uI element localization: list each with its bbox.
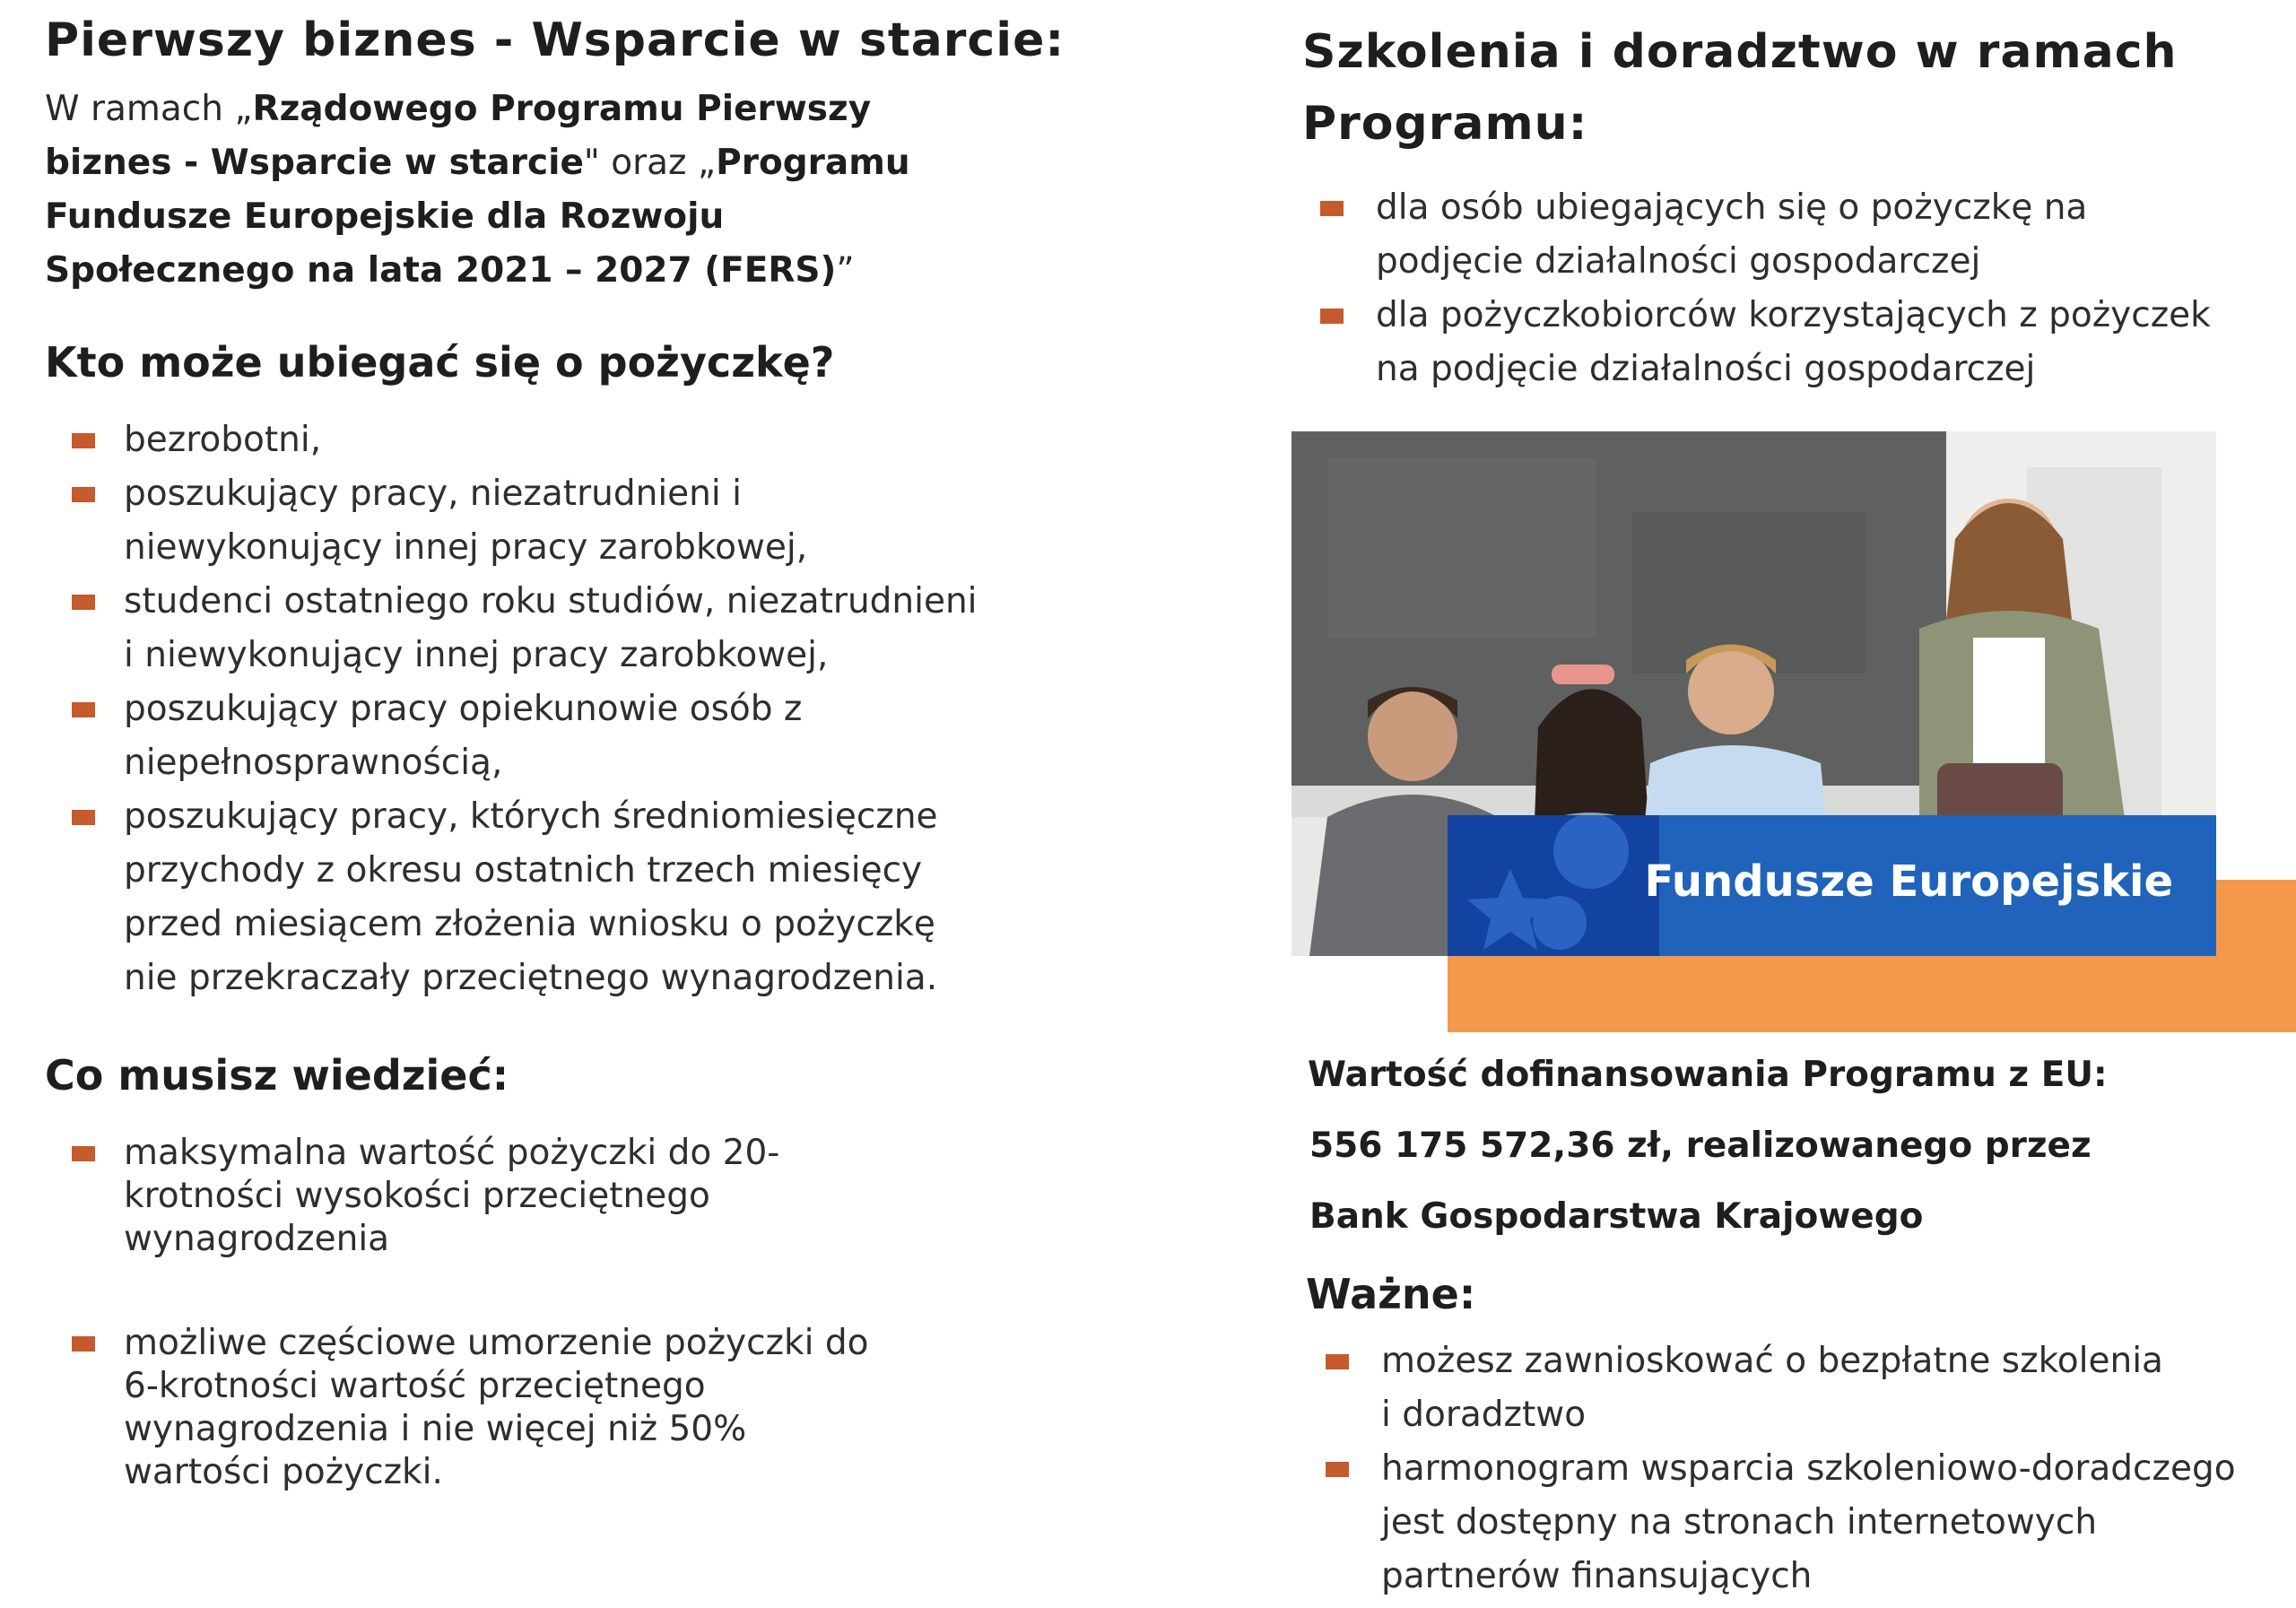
list-item: harmonogram wsparcia szkoleniowo-doradczego jest dostępny na stronach internetowych partnerów finansujących [1308, 1442, 2242, 1604]
bullet-square-icon [72, 487, 95, 502]
bullet-square-icon [72, 1146, 95, 1161]
intro-text-2: " oraz „ [583, 143, 717, 183]
list-item: dla osób ubiegających się o pożyczkę na podjęcie działalności gospodarczej [1302, 181, 2111, 289]
eu-badge [1644, 815, 2216, 956]
intro-text-3: ” [836, 250, 855, 291]
list-item: możliwe częściowe umorzenie pożyczki do 6-krotności wartość przeciętnego wynagrodzenia i nie więcej niż 50% wartości pożyczki. [45, 1322, 895, 1494]
eu-badge-label: Fundusze Europejskie [1644, 856, 2173, 907]
bullet-square-icon [72, 595, 95, 610]
bullet-square-icon [1326, 1462, 1349, 1477]
funding-bank: Bank Gospodarstwa Krajowego [1309, 1196, 1924, 1237]
bullet-square-icon [72, 810, 95, 825]
funding-amount: 556 175 572,36 zł, realizowanego przez [1309, 1126, 2092, 1166]
eu-stars-emblem [1448, 815, 1659, 956]
left-title: Pierwszy biznes - Wsparcie w starcie: [45, 13, 1065, 67]
list-item: możesz zawnioskować o bezpłatne szkolenia i doradztwo [1308, 1334, 2170, 1442]
list-item: bezrobotni, [45, 413, 978, 467]
list-item: poszukujący pracy opiekunowie osób z niepełnosprawnością, [45, 682, 978, 790]
intro-paragraph [45, 83, 978, 298]
bullet-square-icon [72, 1336, 95, 1352]
bullet-square-icon [1320, 309, 1344, 324]
who-list [45, 413, 978, 1005]
know-heading: Co musisz wiedzieć: [45, 1051, 509, 1100]
bullet-square-icon [1320, 201, 1344, 216]
eu-star-icon [1448, 815, 1659, 956]
list-item: poszukujący pracy, których średniomiesięczne przychody z okresu ostatnich trzech miesięcy przed miesiącem złożenia wniosku o pożyczkę nie przekraczały przeciętnego wynagrodzenia. [45, 790, 985, 1005]
important-heading: Ważne: [1306, 1270, 1476, 1318]
who-heading: Kto może ubiegać się o pożyczkę? [45, 338, 835, 387]
list-item: dla pożyczkobiorców korzystających z pożyczek na podjęcie działalności gospodarczej [1302, 289, 2217, 396]
list-item: maksymalna wartość pożyczki do 20-krotności wysokości przeciętnego wynagrodzenia [45, 1132, 787, 1261]
funding-label: Wartość dofinansowania Programu z EU: [1308, 1055, 2108, 1095]
intro-text-1: W ramach „ [45, 89, 253, 129]
bullet-square-icon [72, 433, 95, 448]
list-item: studenci ostatniego roku studiów, niezatrudnieni i niewykonujący innej pracy zarobkowej, [45, 575, 978, 682]
important-list [1308, 1334, 2236, 1604]
bullet-square-icon [72, 702, 95, 717]
intro-program-name-1: Rządowego Programu Pierwszy biznes - Wsparcie w starcie [45, 89, 872, 183]
right-title: Szkolenia i doradztwo w ramach Programu: [1302, 25, 2178, 151]
training-list [1302, 181, 2217, 396]
bullet-square-icon [1326, 1354, 1349, 1369]
intro-program-name-2: Programu Fundusze Europejskie dla Rozwoju Społecznego na lata 2021 – 2027 (FERS) [45, 143, 910, 291]
know-list [45, 1132, 870, 1494]
list-item: poszukujący pracy, niezatrudnieni i niewykonujący innej pracy zarobkowej, [45, 467, 978, 575]
